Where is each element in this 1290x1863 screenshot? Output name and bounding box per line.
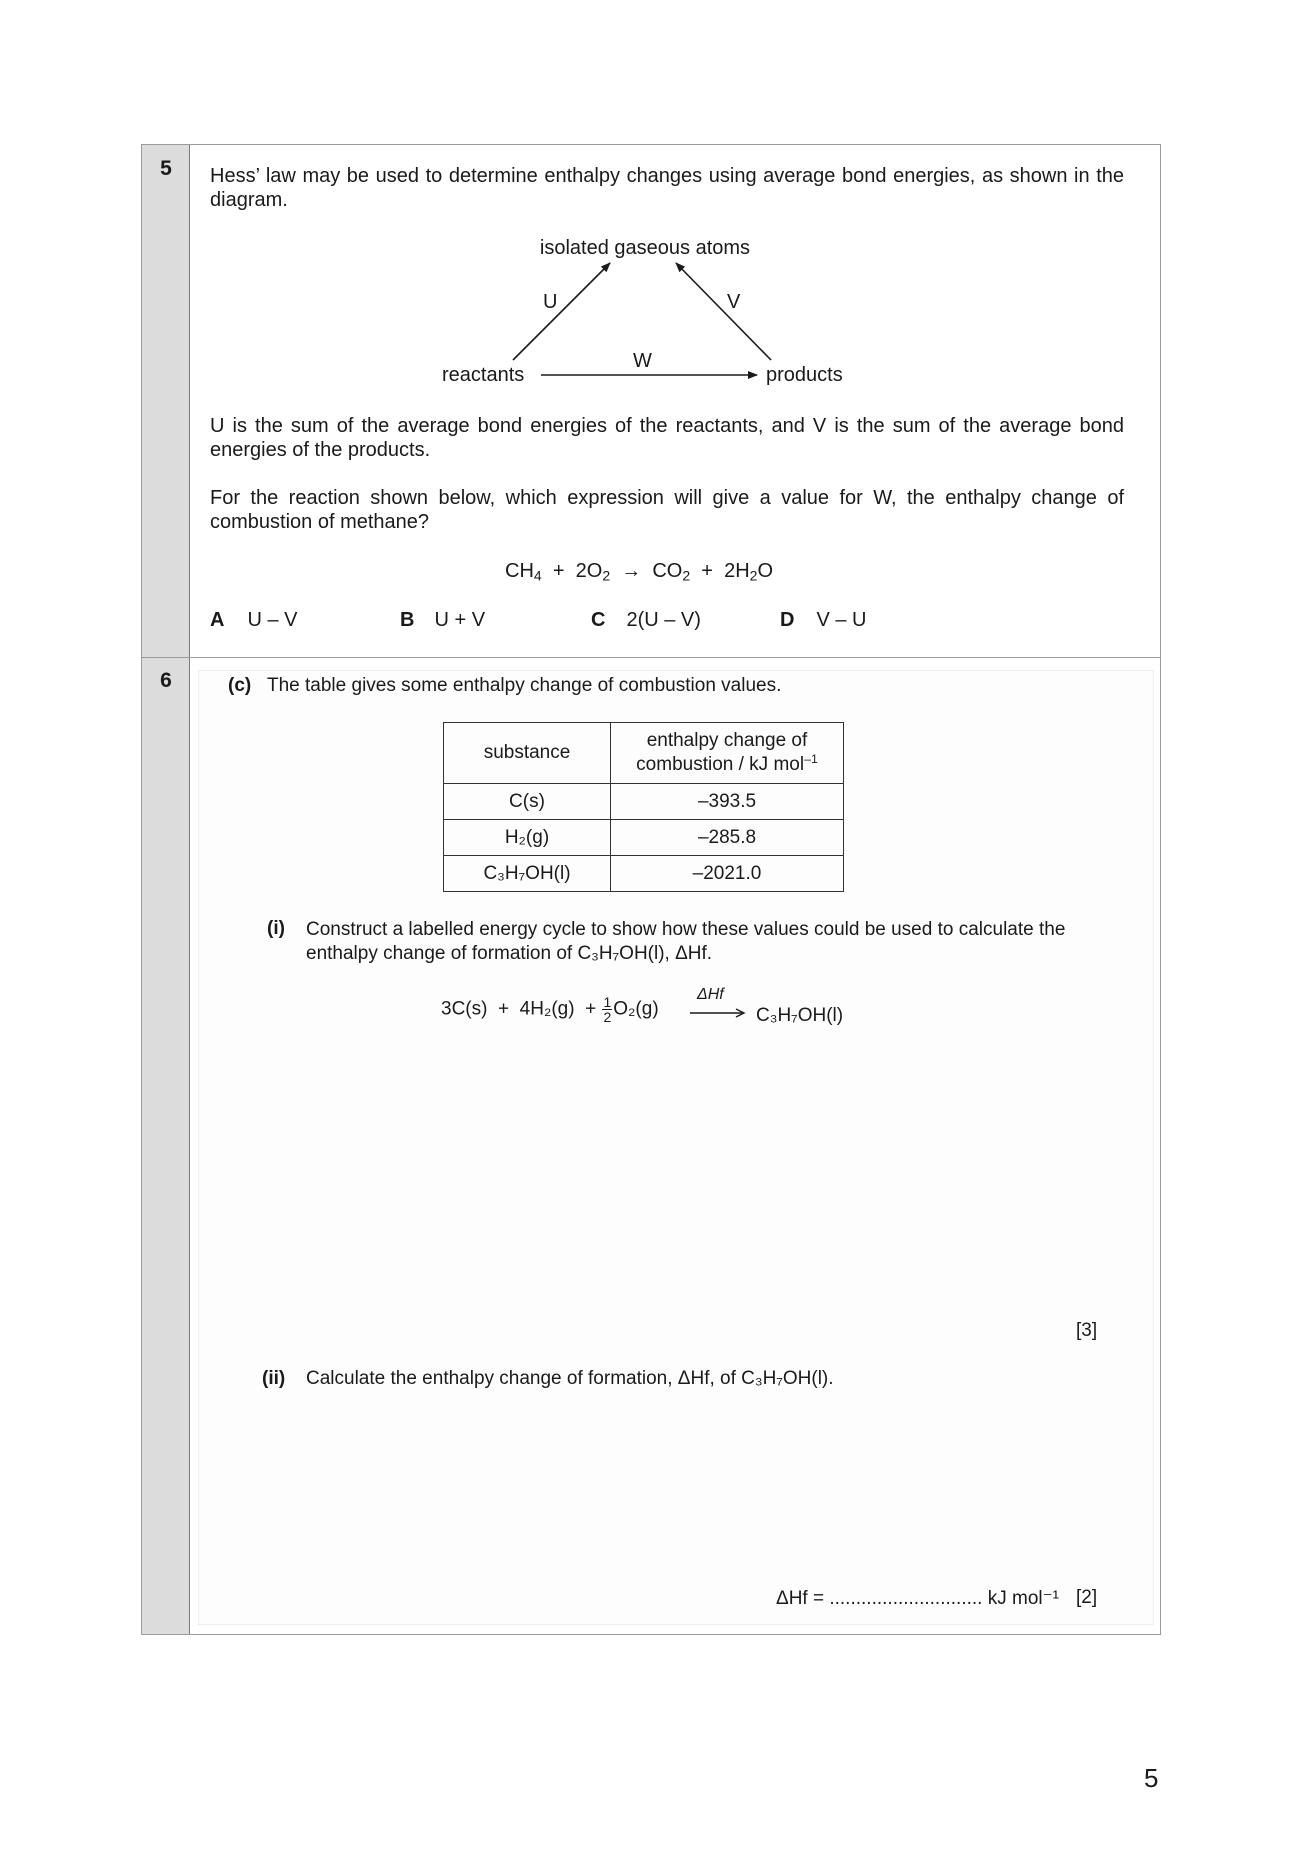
table-row xyxy=(444,784,844,820)
question-6-number: 6 xyxy=(160,669,172,692)
table-cell-substance: H₂(g) xyxy=(444,820,611,856)
table-cell-value: –285.8 xyxy=(611,820,844,856)
half-fraction: $\frac{1}{2}$ xyxy=(603,994,612,1025)
methane-combustion-equation: $CH_4 + 2O_2 \to CO_2 + 2H_2O$ xyxy=(505,560,774,584)
diagram-w-label: W xyxy=(633,350,652,372)
table-row xyxy=(444,820,844,856)
diagram-top-label: isolated gaseous atoms xyxy=(539,237,751,259)
delta-hf-arrow-label: ΔHf xyxy=(697,986,724,1003)
table-cell-value: –393.5 xyxy=(611,784,844,820)
table-cell-substance: C(s) xyxy=(444,784,611,820)
part-c-label: (c) xyxy=(228,675,252,696)
diagram-products-label: products xyxy=(766,364,843,386)
enthalpy-combustion-table xyxy=(443,722,844,892)
page-number: 5 xyxy=(1144,1763,1159,1793)
part-ii-label: (ii) xyxy=(262,1368,286,1389)
part-c-text: The table gives some enthalpy change of combustion values. xyxy=(267,675,782,696)
option-a[interactable]: A U – V xyxy=(210,609,298,631)
marks-part-i: [3] xyxy=(1076,1320,1098,1341)
option-d[interactable]: D V – U xyxy=(780,609,867,631)
answer-line[interactable]: ΔHf = ............................. kJ mol⁻¹ xyxy=(776,1588,1059,1609)
question-5-number: 5 xyxy=(160,157,172,180)
table-row xyxy=(444,856,844,892)
header-enthalpy: enthalpy change of combustion / kJ mol$^{-1}$ xyxy=(611,723,844,784)
q5-para-2: For the reaction shown below, which expression will give a value for W, the enthalpy change of combustion of methane? xyxy=(210,487,1124,533)
diagram-reactants-label: reactants xyxy=(442,364,525,386)
q5-para-1: U is the sum of the average bond energies of the reactants, and V is the sum of the average bond energies of the products. xyxy=(210,415,1124,461)
table-header-row xyxy=(444,723,844,784)
part-i-label: (i) xyxy=(267,918,285,939)
marks-part-ii: [2] xyxy=(1076,1587,1098,1608)
arrow-u xyxy=(513,263,610,360)
formation-product: C₃H₇OH(l) xyxy=(756,1005,844,1026)
table-cell-substance: C₃H₇OH(l) xyxy=(444,856,611,892)
q5-intro: Hess’ law may be used to determine enthalpy changes using average bond energies, as shown in the diagram. xyxy=(210,165,1124,211)
question-row-divider xyxy=(142,657,1160,658)
formation-equation: 3C(s) + 4H₂(g) + $\frac{1}{2}$ O₂(g) xyxy=(441,994,659,1025)
option-c[interactable]: C 2(U – V) xyxy=(591,609,701,631)
table-cell-value: –2021.0 xyxy=(611,856,844,892)
formation-arrow xyxy=(688,1007,748,1019)
part-i-text: Construct a labelled energy cycle to show how these values could be used to calculate the enthalpy change of formation of C₃H₇OH(l), ΔHf. xyxy=(306,919,1066,964)
hess-cycle-arrows xyxy=(0,0,1290,460)
header-substance: substance xyxy=(444,723,611,784)
part-ii-text: Calculate the enthalpy change of formation, ΔHf, of C₃H₇OH(l). xyxy=(306,1368,834,1389)
arrow-v xyxy=(676,263,771,360)
option-b[interactable]: B U + V xyxy=(400,609,486,631)
diagram-v-label: V xyxy=(727,291,741,313)
diagram-u-label: U xyxy=(543,291,558,313)
